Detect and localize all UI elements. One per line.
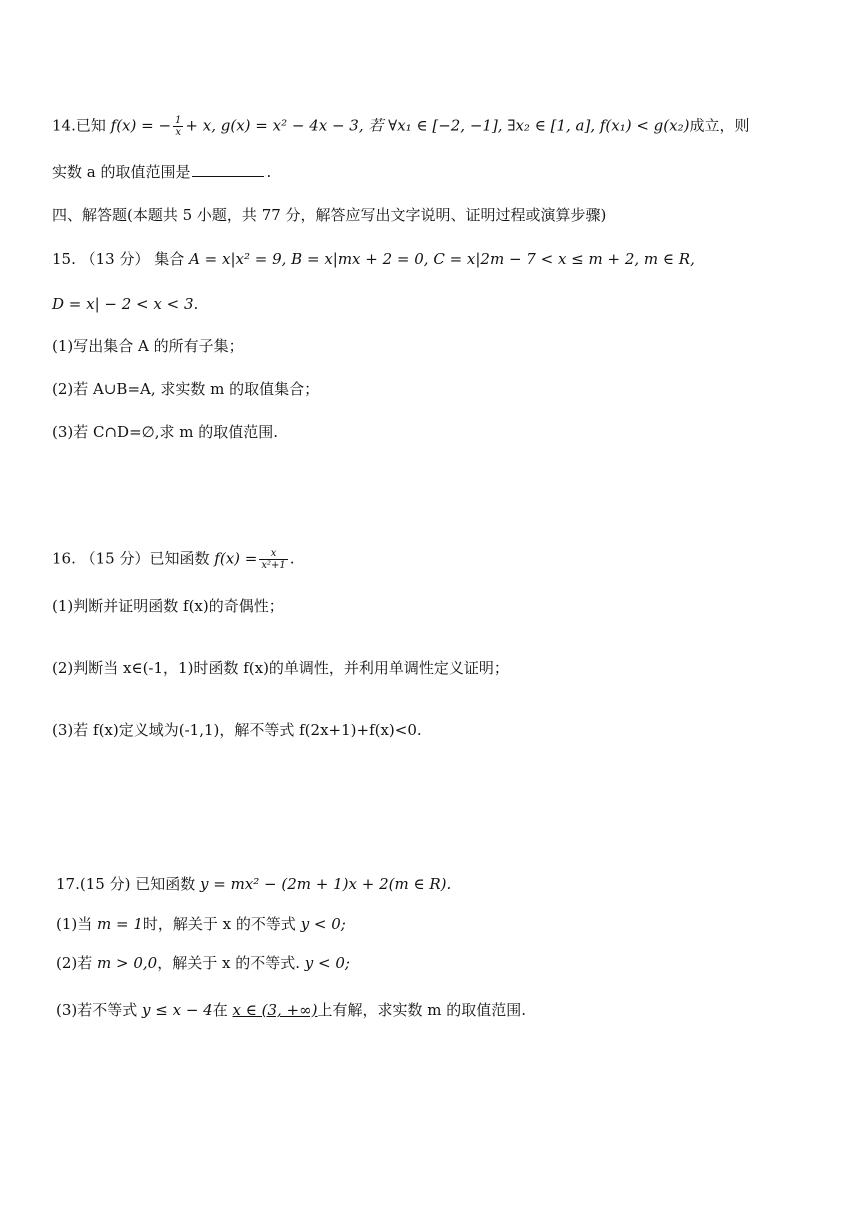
- q14-frac-den: x: [175, 127, 182, 138]
- q15-pre: 集合: [154, 250, 185, 268]
- q16-fraction: [259, 548, 287, 571]
- q16-part1: (1)判断并证明函数 f(x)的奇偶性；: [52, 597, 284, 615]
- q15-line1: [52, 249, 695, 269]
- q17-func: y = mx² − (2m + 1)x + 2(m ∈ R).: [200, 875, 452, 893]
- q14-func-rest: + x, g(x) = x² − 4x − 3,: [185, 116, 364, 135]
- q16-label: 16.: [52, 549, 76, 568]
- q15-part3: (3)若 C∩D=∅,求 m 的取值范围.: [52, 423, 279, 441]
- section-heading: 四、解答题(本题共 5 小题，共 77 分，解答应写出文字说明、证明过程或演算步骤): [52, 206, 607, 224]
- q14-fraction: [173, 115, 183, 138]
- q17-line1: [56, 874, 451, 894]
- q17-part3-mid: 在: [212, 1001, 228, 1019]
- q14-line2: [52, 162, 271, 182]
- q17-part2-mid: ，解关于 x 的不等式.: [157, 954, 300, 972]
- q14-label: 14.: [52, 116, 76, 135]
- q17-part3-pre: (3)若不等式: [56, 1001, 138, 1019]
- q14-pre: 已知: [75, 116, 106, 135]
- q15-sets-line1: A = x|x² = 9, B = x|mx + 2 = 0, C = x|2m − 7 < x ≤ m + 2, m ∈ R,: [189, 250, 695, 268]
- q17-part3-ineq: y ≤ x − 4: [142, 1001, 213, 1019]
- q15-sets-line2: D = x| − 2 < x < 3.: [52, 295, 199, 313]
- q14-line2-post: .: [266, 163, 272, 181]
- q17-label: 17.: [56, 875, 80, 893]
- q17-part1-mid: 时，解关于 x 的不等式: [142, 915, 296, 933]
- q16-func-lhs: f(x) =: [214, 549, 258, 568]
- q17-part2-pre: (2)若: [56, 954, 93, 972]
- q16-frac-num: x: [259, 548, 287, 560]
- q17-part1-math: m = 1: [97, 915, 143, 933]
- q17-part2: [56, 953, 350, 973]
- q17-part1-pre: (1)当: [56, 915, 93, 933]
- q15-label: 15.: [52, 250, 76, 268]
- q16-func-post: .: [289, 549, 295, 568]
- q16-line1: [52, 548, 295, 571]
- q17-part3: [56, 1000, 526, 1020]
- q17-part3-post: 上有解，求实数 m 的取值范围.: [317, 1001, 526, 1019]
- q14-tail: 成立，则: [689, 116, 750, 135]
- q14-line1: [52, 115, 749, 138]
- q15-score: （13 分）: [80, 250, 150, 268]
- q15-part1: (1)写出集合 A 的所有子集；: [52, 337, 244, 355]
- q15-part2: (2)若 A∪B=A, 求实数 m 的取值集合；: [52, 380, 320, 398]
- q17-part3-domain: x ∈ (3, +∞): [232, 1001, 318, 1019]
- q17-pre: 已知函数: [135, 875, 196, 893]
- q16-frac-den: x²+1: [261, 560, 286, 571]
- q17-part1-ineq: y < 0;: [300, 915, 346, 933]
- q14-frac-num: 1: [175, 115, 182, 126]
- q14-condition: 若 ∀x₁ ∈ [−2, −1], ∃x₂ ∈ [1, a], f(x₁) < g(x₂): [368, 116, 690, 135]
- q16-score: （15 分）: [80, 549, 150, 568]
- q14-func-f-lhs: f(x) = −: [110, 116, 172, 135]
- q14-line2-text: 实数 a 的取值范围是: [52, 163, 191, 181]
- q17-part1: [56, 914, 346, 934]
- q16-pre: 已知函数: [149, 549, 210, 568]
- q16-part2: (2)判断当 x∈(-1，1)时函数 f(x)的单调性，并利用单调性定义证明；: [52, 659, 509, 677]
- q17-part2-math: m > 0,0: [97, 954, 158, 972]
- answer-blank: [192, 162, 264, 177]
- q17-part2-ineq: y < 0;: [304, 954, 350, 972]
- q16-part3: (3)若 f(x)定义域为(-1,1)，解不等式 f(2x+1)+f(x)<0.: [52, 721, 422, 739]
- q17-score: (15 分): [79, 875, 131, 893]
